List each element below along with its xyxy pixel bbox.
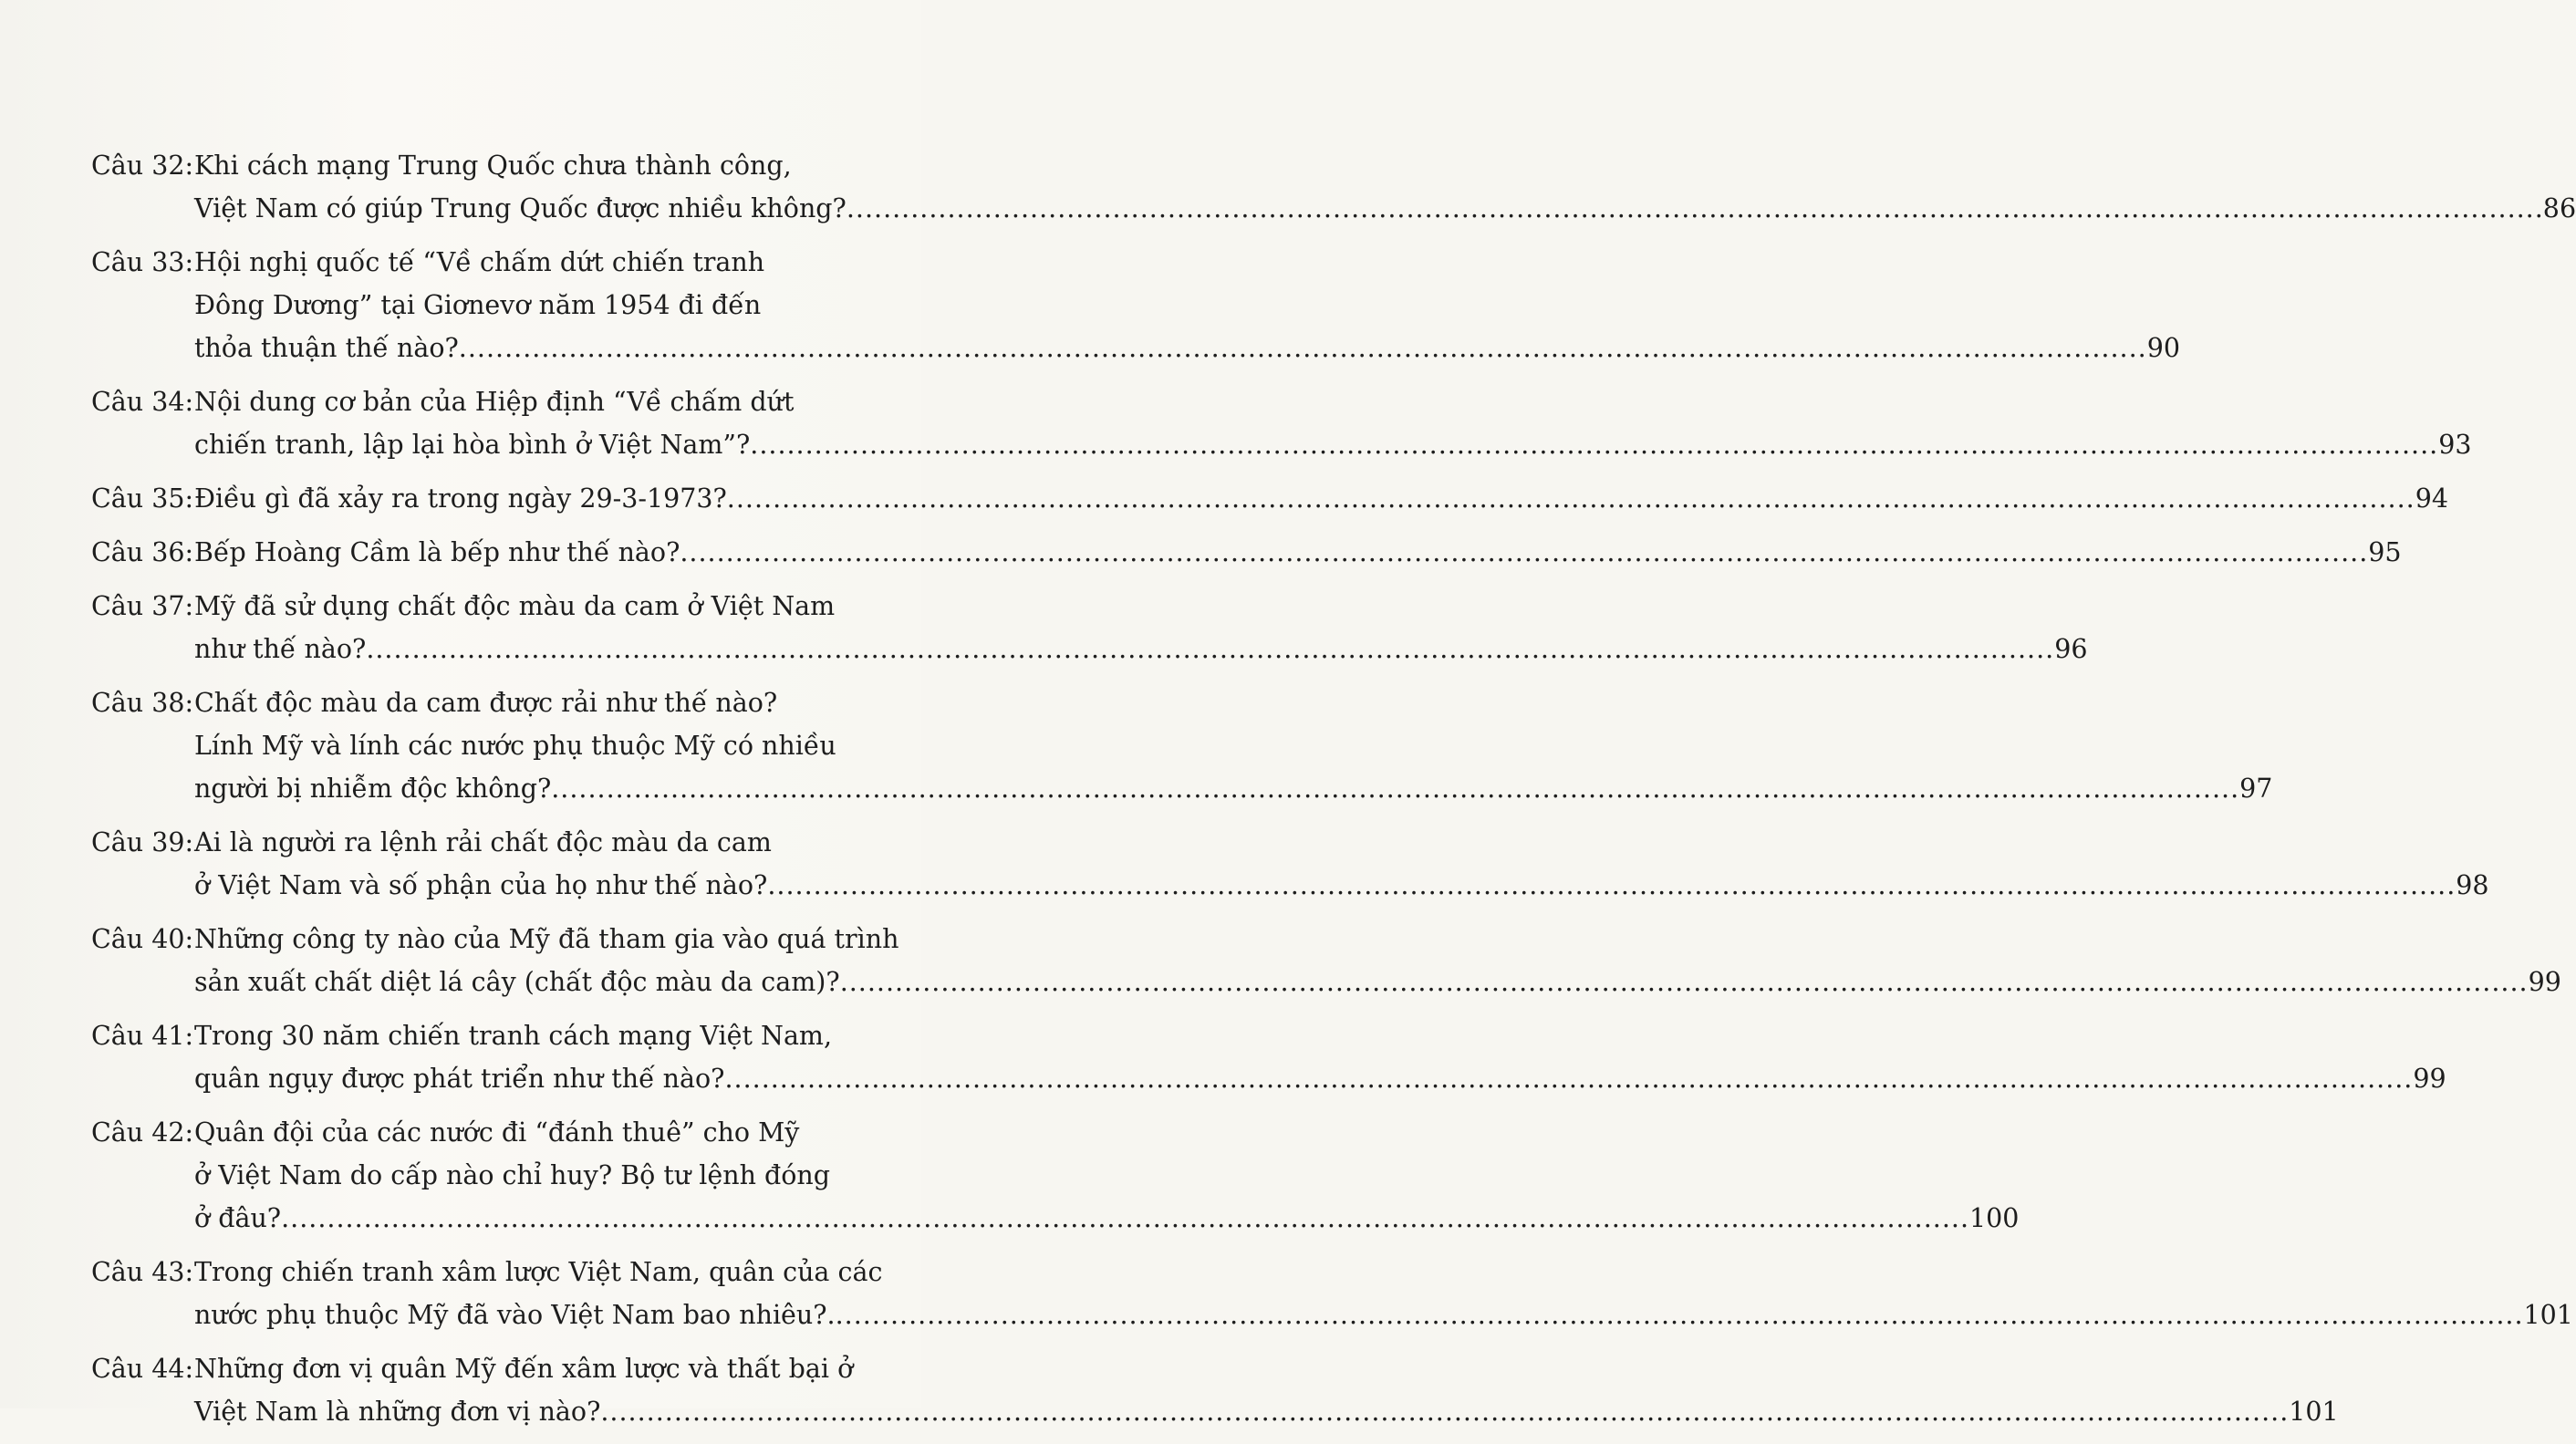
question-line: Những công ty nào của Mỹ đã tham gia vào quá trình <box>194 924 899 954</box>
toc-entry <box>91 1347 2339 1433</box>
page-number: 94 <box>2415 483 2448 514</box>
question-text <box>194 918 2561 1003</box>
question-line: Chất độc màu da cam được rải như thế nào? <box>194 688 778 718</box>
question-last-line <box>194 531 2402 574</box>
question-number: Câu 33: <box>91 247 194 277</box>
question-last-line <box>194 327 2180 369</box>
question-text <box>194 1111 2019 1240</box>
page-number: 99 <box>2413 1064 2446 1094</box>
question-last-line <box>194 1057 2446 1100</box>
question-number: Câu 44: <box>91 1354 194 1384</box>
page-number: 101 <box>2523 1300 2573 1330</box>
question-last-line <box>194 767 2272 810</box>
page-number: 100 <box>1969 1203 2020 1233</box>
question-number: Câu 41: <box>91 1021 194 1051</box>
question-line: Nội dung cơ bản của Hiệp định “Về chấm dứt <box>194 387 795 417</box>
toc-entry <box>91 821 2489 907</box>
dot-leader <box>767 864 2456 907</box>
question-line: thỏa thuận thế nào? <box>194 333 459 363</box>
question-line: Lính Mỹ và lính các nước phụ thuộc Mỹ có nhiều <box>194 731 836 761</box>
question-text <box>194 1347 2339 1433</box>
question-last-line <box>194 1197 2019 1240</box>
question-last-line <box>194 187 2576 230</box>
question-line: Đông Dương” tại Giơnevơ năm 1954 đi đến <box>194 290 762 320</box>
question-line: Những đơn vị quân Mỹ đến xâm lược và thất bại ở <box>194 1354 854 1384</box>
question-line: Khi cách mạng Trung Quốc chưa thành công, <box>194 151 792 181</box>
dot-leader <box>600 1390 2289 1433</box>
question-line: như thế nào? <box>194 634 367 664</box>
question-line: ở Việt Nam do cấp nào chỉ huy? Bộ tư lệnh đóng <box>194 1160 830 1190</box>
dot-leader <box>836 1293 2524 1336</box>
dot-leader <box>459 327 2147 369</box>
question-text <box>194 380 2471 466</box>
question-last-line <box>194 1293 2573 1336</box>
question-number: Câu 39: <box>91 827 194 857</box>
question-line: Trong 30 năm chiến tranh cách mạng Việt Nam, <box>194 1021 833 1051</box>
toc-entry <box>91 1251 2573 1336</box>
question-text <box>194 585 2088 670</box>
question-line: người bị nhiễm độc không? <box>194 774 552 804</box>
dot-leader <box>724 1057 2413 1100</box>
question-line: sản xuất chất diệt lá cây (chất độc màu da cam)? <box>194 967 840 997</box>
question-number: Câu 32: <box>91 151 194 181</box>
toc-entry <box>91 531 2402 574</box>
page-number: 98 <box>2456 870 2489 900</box>
dot-leader <box>551 767 2239 810</box>
question-text <box>194 1251 2573 1336</box>
dot-leader <box>840 961 2529 1003</box>
page-number: 97 <box>2239 774 2273 804</box>
dot-leader <box>680 531 2368 574</box>
question-line: Quân đội của các nước đi “đánh thuê” cho Mỹ <box>194 1117 800 1148</box>
dot-leader <box>281 1197 1969 1240</box>
question-number: Câu 36: <box>91 537 194 567</box>
question-line: Việt Nam có giúp Trung Quốc được nhiều không? <box>194 193 847 223</box>
question-line: Bếp Hoàng Cầm là bếp như thế nào? <box>194 537 680 567</box>
question-last-line <box>194 477 2448 520</box>
toc-entry <box>91 144 2576 230</box>
page-number: 96 <box>2054 634 2088 664</box>
question-last-line <box>194 423 2471 466</box>
toc-entry <box>91 380 2472 466</box>
question-number: Câu 40: <box>91 924 194 954</box>
question-line: nước phụ thuộc Mỹ đã vào Việt Nam bao nhiêu?. <box>194 1300 836 1330</box>
question-text <box>194 821 2489 907</box>
dot-leader <box>750 423 2438 466</box>
toc-entry <box>91 585 2088 670</box>
question-line: Việt Nam là những đơn vị nào? <box>194 1397 601 1427</box>
table-of-contents <box>91 144 2576 1444</box>
question-last-line <box>194 628 2088 670</box>
dot-leader <box>847 187 2535 230</box>
page-number: 95 <box>2368 537 2402 567</box>
question-last-line <box>194 864 2489 907</box>
question-number: Câu 42: <box>91 1117 194 1148</box>
page-number: 90 <box>2146 333 2180 363</box>
question-line: quân ngụy được phát triển như thế nào? <box>194 1064 725 1094</box>
question-line: Điều gì đã xảy ra trong ngày 29-3-1973? <box>194 483 727 514</box>
question-line: Hội nghị quốc tế “Về chấm dứt chiến tranh <box>194 247 765 277</box>
toc-entry <box>91 241 2180 369</box>
toc-entry <box>91 1014 2446 1100</box>
question-number: Câu 34: <box>91 387 194 417</box>
dot-leader <box>366 628 2054 670</box>
question-line: ở Việt Nam và số phận của họ như thế nào? <box>194 870 768 900</box>
question-number: Câu 43: <box>91 1257 194 1287</box>
question-line: chiến tranh, lập lại hòa bình ở Việt Nam”? <box>194 430 751 460</box>
question-line: ở đâu? <box>194 1203 282 1233</box>
page-number: .86 <box>2534 193 2576 223</box>
question-number: Câu 35: <box>91 483 194 514</box>
toc-entry <box>91 918 2561 1003</box>
question-text <box>194 241 2180 369</box>
question-text <box>194 681 2272 810</box>
question-text <box>194 144 2576 230</box>
question-line: Trong chiến tranh xâm lược Việt Nam, quân của các <box>194 1257 883 1287</box>
question-number: Câu 37: <box>91 591 194 621</box>
question-text <box>194 477 2448 520</box>
page-number: 101 <box>2289 1397 2339 1427</box>
question-line: Ai là người ra lệnh rải chất độc màu da cam <box>194 827 772 857</box>
question-text <box>194 531 2402 574</box>
question-text <box>194 1014 2446 1100</box>
toc-entry <box>91 477 2448 520</box>
question-last-line <box>194 961 2561 1003</box>
question-last-line <box>194 1390 2339 1433</box>
toc-entry <box>91 1111 2020 1240</box>
page-number: 99 <box>2528 967 2561 997</box>
question-number: Câu 38: <box>91 688 194 718</box>
page-number: 93 <box>2438 430 2472 460</box>
dot-leader <box>727 477 2415 520</box>
toc-entry <box>91 681 2273 810</box>
question-line: Mỹ đã sử dụng chất độc màu da cam ở Việt Nam <box>194 591 836 621</box>
